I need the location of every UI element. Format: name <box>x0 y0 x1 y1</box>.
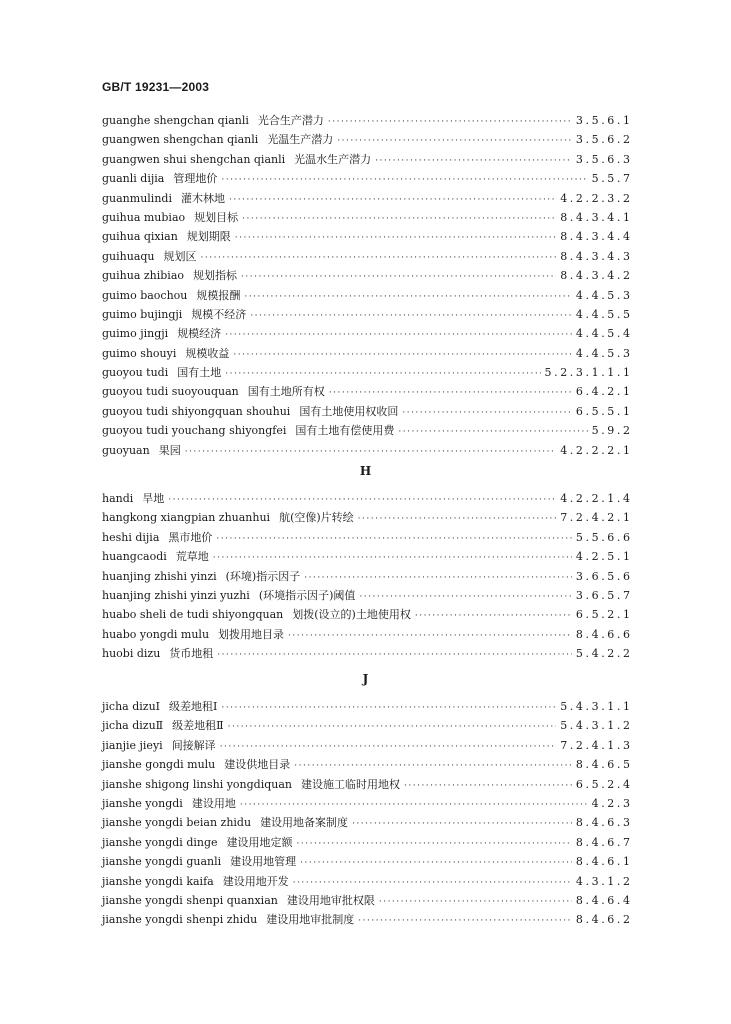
dot-leader <box>250 307 572 326</box>
entry-clause-number: 8.4.6.2 <box>575 913 633 927</box>
entry-chinese-term: 灌木林地 <box>180 191 225 205</box>
entry-clause-number: 4.2.2.2.1 <box>560 443 633 457</box>
index-entry <box>102 441 633 460</box>
entry-pinyin: jianshe yongdi shenpi quanxian <box>102 893 278 907</box>
entry-chinese-term: 建设用地开发 <box>222 874 289 888</box>
entry-chinese-term: (环境指示因子)阈值 <box>258 588 356 602</box>
dot-leader <box>358 510 557 529</box>
entry-clause-number: 4.2.2.1.4 <box>560 492 633 505</box>
index-entry <box>102 833 633 852</box>
entry-clause-number: 4.2.2.3.2 <box>560 191 633 205</box>
entry-pinyin: huanjing zhishi yinzi yuzhi <box>102 588 250 602</box>
entry-pinyin: guoyou tudi shiyongquan shouhui <box>102 404 291 418</box>
index-entry <box>102 586 633 605</box>
index-entry <box>102 305 633 324</box>
entry-chinese-term: 规模经济 <box>177 327 222 341</box>
index-entry <box>102 528 633 547</box>
entry-clause-number: 3.5.6.3 <box>575 152 633 166</box>
entry-clause-number: 7.2.4.1.3 <box>560 738 633 752</box>
dot-leader <box>242 210 556 229</box>
entry-pinyin: huabo sheli de tudi shiyongquan <box>102 608 284 622</box>
entry-clause-number: 4.4.5.5 <box>575 307 633 321</box>
entry-pinyin: guangwen shui shengchan qianli <box>102 152 286 166</box>
entry-clause-number: 6.5.2.1 <box>575 608 633 622</box>
entry-clause-number: 5.5.6.6 <box>575 530 633 544</box>
index-section-j <box>102 697 633 930</box>
entry-pinyin: guihua qixian <box>102 230 178 244</box>
entry-clause-number: 4.2.5.1 <box>575 550 633 564</box>
entry-clause-number: 6.4.2.1 <box>575 385 633 399</box>
entry-pinyin: huangcaodi <box>102 550 167 564</box>
entry-chinese-term: 划拨用地目录 <box>218 627 285 641</box>
entry-pinyin: hangkong xiangpian zhuanhui <box>102 511 271 525</box>
entry-chinese-term: 管理地价 <box>173 172 218 186</box>
entry-clause-number: 5.4.3.1.1 <box>560 700 633 713</box>
entry-chinese-term: 荒草地 <box>175 550 209 564</box>
entry-chinese-term: 建设用地审批制度 <box>266 913 355 927</box>
index-entry <box>102 508 633 527</box>
entry-chinese-term: 规划指标 <box>193 269 238 283</box>
entry-clause-number: 4.2.3 <box>591 796 633 810</box>
entry-pinyin: heshi dijia <box>102 530 160 544</box>
index-entry <box>102 208 633 227</box>
document-code: GB/T 19231—2003 <box>102 80 210 94</box>
entry-pinyin: guihua mubiao <box>102 210 186 224</box>
index-entry <box>102 852 633 871</box>
dot-leader <box>358 912 572 931</box>
entry-chinese-term: 果园 <box>158 443 181 457</box>
dot-leader <box>221 171 587 190</box>
entry-pinyin: jianshe yongdi <box>102 796 183 810</box>
entry-chinese-term: 级差地租Ⅰ <box>169 700 218 713</box>
entry-chinese-term: 规模不经济 <box>191 307 247 321</box>
dot-leader <box>185 443 557 462</box>
entry-chinese-term: 级差地租Ⅱ <box>172 719 224 733</box>
dot-leader <box>235 229 556 248</box>
entry-pinyin: jianshe gongdi mulu <box>102 758 216 772</box>
entry-clause-number: 8.4.6.3 <box>575 816 633 830</box>
dot-leader <box>402 404 572 423</box>
entry-pinyin: guihua zhibiao <box>102 269 185 283</box>
dot-leader <box>244 288 572 307</box>
section-letter-j: J <box>362 672 369 686</box>
dot-leader <box>288 627 572 646</box>
entry-chinese-term: 光温水生产潜力 <box>294 152 372 166</box>
dot-leader <box>221 699 556 718</box>
index-entry <box>102 247 633 266</box>
entry-pinyin: guoyou tudi <box>102 366 169 380</box>
index-entry <box>102 716 633 735</box>
entry-chinese-term: 规划期限 <box>186 230 231 244</box>
entry-pinyin: jianshe yongdi dinge <box>102 835 218 849</box>
entry-clause-number: 8.4.6.1 <box>575 855 633 869</box>
entry-clause-number: 8.4.3.4.2 <box>560 269 633 283</box>
index-entry <box>102 489 633 508</box>
entry-chinese-term: 建设用地 <box>191 796 236 810</box>
entry-pinyin: jianshe shigong linshi yongdiquan <box>102 777 292 791</box>
index-entry <box>102 130 633 149</box>
entry-clause-number: 3.5.6.2 <box>575 133 633 147</box>
entry-pinyin: guimo baochou <box>102 288 188 302</box>
entry-clause-number: 5.9.2 <box>591 424 633 438</box>
entry-pinyin: jianshe yongdi beian zhidu <box>102 816 252 830</box>
entry-pinyin: huanjing zhishi yinzi <box>102 569 217 583</box>
dot-leader <box>217 646 572 665</box>
index-entry <box>102 402 633 421</box>
index-entry <box>102 775 633 794</box>
dot-leader <box>233 346 572 365</box>
entry-clause-number: 8.4.3.4.3 <box>560 249 633 263</box>
entry-chinese-term: 规划目标 <box>194 210 239 224</box>
entry-chinese-term: 旱地 <box>142 492 165 505</box>
entry-chinese-term: 货币地租 <box>169 647 214 661</box>
entry-chinese-term: (环境)指示因子 <box>225 569 301 583</box>
entry-chinese-term: 建设供地目录 <box>224 758 291 772</box>
entry-clause-number: 5.4.3.1.2 <box>560 719 633 733</box>
entry-clause-number: 4.4.5.3 <box>575 288 633 302</box>
entry-clause-number: 4.4.5.3 <box>575 346 633 360</box>
index-section-g <box>102 111 633 460</box>
entry-pinyin: jianjie jieyi <box>102 738 163 752</box>
index-entry <box>102 813 633 832</box>
index-entry <box>102 189 633 208</box>
dot-leader <box>337 132 572 151</box>
entry-chinese-term: 国有土地所有权 <box>247 385 325 399</box>
index-entry <box>102 567 633 586</box>
index-entry <box>102 286 633 305</box>
entry-chinese-term: 建设用地审批权限 <box>286 893 375 907</box>
entry-chinese-term: 建设用地备案制度 <box>260 816 349 830</box>
index-entry <box>102 891 633 910</box>
entry-pinyin: huobi dizu <box>102 647 161 661</box>
entry-clause-number: 6.5.5.1 <box>575 404 633 418</box>
dot-leader <box>297 835 572 854</box>
entry-clause-number: 6.5.2.4 <box>575 777 633 791</box>
entry-chinese-term: 划拨(设立的)土地使用权 <box>292 608 411 622</box>
entry-chinese-term: 航(空像)片转绘 <box>279 511 354 525</box>
index-entry <box>102 324 633 343</box>
entry-pinyin: guangwen shengchan qianli <box>102 133 259 147</box>
index-entry <box>102 697 633 716</box>
entry-clause-number: 5.5.7 <box>591 172 633 186</box>
index-entry <box>102 872 633 891</box>
dot-leader <box>241 268 556 287</box>
entry-pinyin: guoyuan <box>102 443 150 457</box>
entry-pinyin: huabo yongdi mulu <box>102 627 210 641</box>
entry-chinese-term: 光温生产潜力 <box>267 133 334 147</box>
entry-pinyin: guoyou tudi youchang shiyongfei <box>102 424 287 438</box>
index-entry <box>102 382 633 401</box>
entry-clause-number: 8.4.6.4 <box>575 893 633 907</box>
dot-leader <box>398 423 587 442</box>
index-section-h <box>102 489 633 664</box>
dot-leader <box>225 326 572 345</box>
index-entry <box>102 736 633 755</box>
entry-chinese-term: 国有土地 <box>177 366 222 380</box>
entry-pinyin: jicha dizuⅠ <box>102 700 161 713</box>
entry-clause-number: 8.4.3.4.4 <box>560 230 633 244</box>
entry-pinyin: handi <box>102 492 134 505</box>
entry-chinese-term: 规划区 <box>163 249 197 263</box>
entry-clause-number: 7.2.4.2.1 <box>560 511 633 525</box>
index-entry <box>102 344 633 363</box>
entry-pinyin: guimo shouyi <box>102 346 177 360</box>
section-letter-h: H <box>359 464 372 478</box>
entry-pinyin: guoyou tudi suoyouquan <box>102 385 239 399</box>
entry-chinese-term: 建设用地管理 <box>230 855 297 869</box>
entry-chinese-term: 建设用地定额 <box>226 835 293 849</box>
entry-chinese-term: 建设施工临时用地权 <box>301 777 400 791</box>
dot-leader <box>216 530 572 549</box>
entry-pinyin: jicha dizuⅡ <box>102 719 164 733</box>
dot-leader <box>229 191 556 210</box>
entry-pinyin: jianshe yongdi shenpi zhidu <box>102 913 258 927</box>
index-entry <box>102 625 633 644</box>
dot-leader <box>379 893 572 912</box>
entry-pinyin: guihuaqu <box>102 249 155 263</box>
entry-clause-number: 8.4.6.7 <box>575 835 633 849</box>
entry-chinese-term: 光合生产潜力 <box>257 114 324 127</box>
dot-leader <box>375 152 572 171</box>
dot-leader <box>328 113 572 132</box>
index-entry <box>102 644 633 663</box>
index-entry <box>102 363 633 382</box>
entry-chinese-term: 国有土地有偿使用费 <box>295 424 395 438</box>
index-entry <box>102 227 633 246</box>
dot-leader <box>404 777 572 796</box>
index-entry <box>102 421 633 440</box>
index-entry <box>102 755 633 774</box>
entry-pinyin: guimo jingji <box>102 327 169 341</box>
dot-leader <box>415 607 572 626</box>
index-entry <box>102 910 633 929</box>
entry-chinese-term: 规模报酬 <box>196 288 241 302</box>
index-entry <box>102 605 633 624</box>
entry-clause-number: 8.4.3.4.1 <box>560 210 633 224</box>
dot-leader <box>228 718 557 737</box>
entry-pinyin: guimo bujingji <box>102 307 183 321</box>
index-entry <box>102 794 633 813</box>
entry-clause-number: 3.5.6.1 <box>575 114 633 127</box>
entry-clause-number: 5.2.3.1.1.1 <box>544 366 633 380</box>
index-entry <box>102 150 633 169</box>
entry-chinese-term: 规模收益 <box>185 346 230 360</box>
index-entry <box>102 169 633 188</box>
index-entry <box>102 266 633 285</box>
entry-clause-number: 8.4.6.6 <box>575 627 633 641</box>
entry-clause-number: 8.4.6.5 <box>575 758 633 772</box>
dot-leader <box>300 854 572 873</box>
dot-leader <box>352 815 572 834</box>
index-entry <box>102 547 633 566</box>
entry-chinese-term: 间接解译 <box>171 738 216 752</box>
entry-clause-number: 4.3.1.2 <box>575 874 633 888</box>
entry-pinyin: guanli dijia <box>102 172 165 186</box>
entry-pinyin: jianshe yongdi kaifa <box>102 874 214 888</box>
entry-pinyin: guanghe shengchan qianli <box>102 114 249 127</box>
entry-pinyin: jianshe yongdi guanli <box>102 855 222 869</box>
entry-pinyin: guanmulindi <box>102 191 172 205</box>
entry-clause-number: 3.6.5.6 <box>575 569 633 583</box>
entry-chinese-term: 国有土地使用权收回 <box>299 404 399 418</box>
entry-clause-number: 5.4.2.2 <box>575 647 633 661</box>
entry-chinese-term: 黑市地价 <box>168 530 213 544</box>
entry-clause-number: 4.4.5.4 <box>575 327 633 341</box>
index-entry <box>102 111 633 130</box>
entry-clause-number: 3.6.5.7 <box>575 588 633 602</box>
dot-leader <box>201 249 557 268</box>
